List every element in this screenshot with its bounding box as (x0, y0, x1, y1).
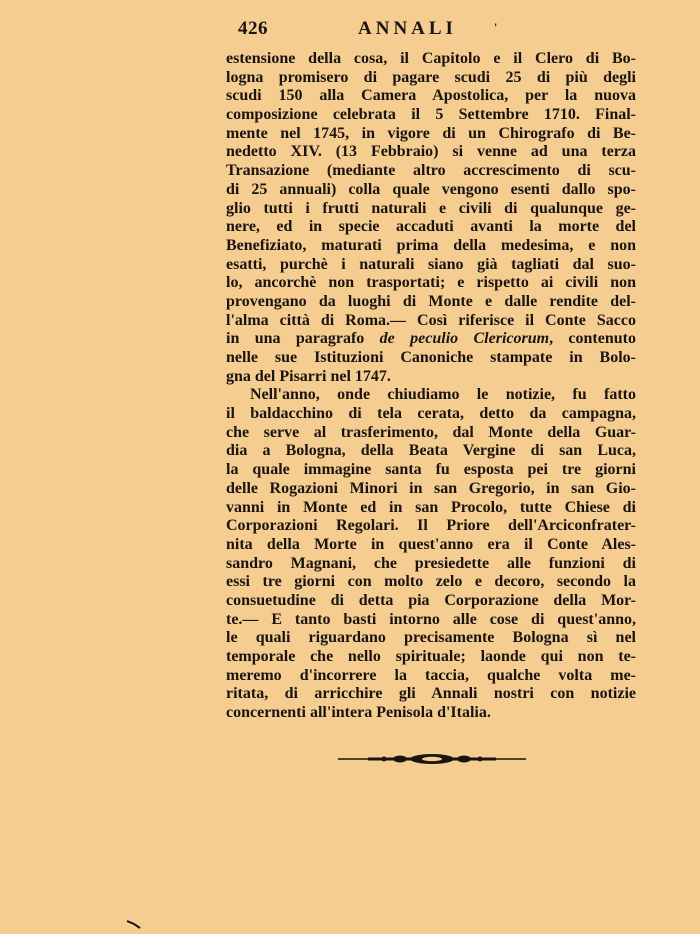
header-mark: ' (494, 20, 498, 34)
text-line: che serve al trasferimento, dal Monte della Guar- (226, 423, 636, 441)
text-line: nelle sue Istituzioni Canoniche stampate in Bolo- (226, 349, 636, 366)
text-line: glio tutti i frutti naturali e civili di qualunque ge- (226, 199, 636, 217)
text-line: mente nel 1745, in vigore di un Chirografo di Be- (226, 124, 636, 142)
text-line: l'alma città di Roma.— Così riferisce il Conte Sacco (226, 311, 636, 329)
text-line: logna promisero di pagare scudi 25 di più degli (226, 68, 636, 86)
text-line: delle Rogazioni Minori in san Gregorio, in san Gio- (226, 479, 636, 497)
text-line: dia a Bologna, della Beata Vergine di san Luca, (226, 442, 636, 460)
text-line: Corporazioni Regolari. Il Priore dell'Arciconfrater- (226, 517, 636, 535)
text-line: concernenti all'intera Penisola d'Italia. (226, 704, 491, 722)
text-line: nedetto XIV. (13 Febbraio) si venne ad una terza (226, 143, 636, 161)
text-line: consuetudine di detta pia Corporazione della Mor- (226, 591, 636, 609)
text-line: il baldacchino di tela cerata, detto da campagna, (226, 405, 636, 423)
text-line: la quale immagine santa fu esposta pei tre giorni (226, 461, 636, 479)
text-line: vanni in Monte ed in san Procolo, tutte Chiese di (226, 498, 636, 516)
text-line: composizione celebrata il 5 Settembre 1710. Final- (226, 106, 636, 124)
text-line: te.— E tanto basti intorno alle cose di quest'anno, (226, 610, 636, 628)
text-line: sandro Magnani, che presiedette alle funzioni di (226, 554, 636, 572)
paragraph-1 (226, 50, 636, 386)
text-line: estensione della cosa, il Capitolo e il Clero di Bo- (226, 50, 636, 67)
tailpiece-ornament (338, 752, 526, 766)
text-line: temporale che nello spirituale; laonde qui non te- (226, 648, 636, 665)
text-line-with-italic: in una paragrafo de peculio Clericorum, contenuto (226, 330, 636, 348)
text-line: di 25 annuali) colla quale vengono esenti dallo spo- (226, 180, 636, 198)
page-header (0, 18, 700, 46)
stray-ink-mark (125, 918, 145, 930)
page-number: 426 (238, 18, 268, 39)
text-line: esatti, purchè i naturali siano già tagliati dal suo- (226, 255, 636, 273)
paragraph-2 (226, 386, 636, 722)
text-line: Transazione (mediante altro accrescimento di scu- (226, 162, 636, 180)
text-line: essi tre giorni con molto zelo e decoro, secondo la (226, 573, 636, 591)
italic-phrase: de peculio Clericorum (379, 330, 550, 348)
text-line: nita della Morte in quest'anno era il Conte Ales- (226, 535, 636, 553)
text-line: Nell'anno, onde chiudiamo le notizie, fu fatto (250, 386, 636, 404)
body-text (226, 50, 636, 723)
text-line: gna del Pisarri nel 1747. (226, 367, 391, 385)
text-line: provengano da luoghi di Monte e dalle rendite del- (226, 292, 636, 310)
text-line: meremo d'incorrere la taccia, qualche volta me- (226, 666, 636, 684)
text-line: Benefiziato, maturati prima della medesima, e non (226, 236, 636, 254)
running-title: ANNALI (358, 18, 457, 39)
text-line: scudi 150 alla Camera Apostolica, per la nuova (226, 87, 636, 105)
text-line: lo, ancorchè non trasportati; e rispetto ai civili non (226, 274, 636, 292)
text-line: le quali riguardano precisamente Bologna sì nel (226, 629, 636, 647)
text-line: nere, ed in specie accaduti avanti la morte del (226, 218, 636, 236)
text-line: ritata, di arricchire gli Annali nostri con notizie (226, 685, 636, 703)
